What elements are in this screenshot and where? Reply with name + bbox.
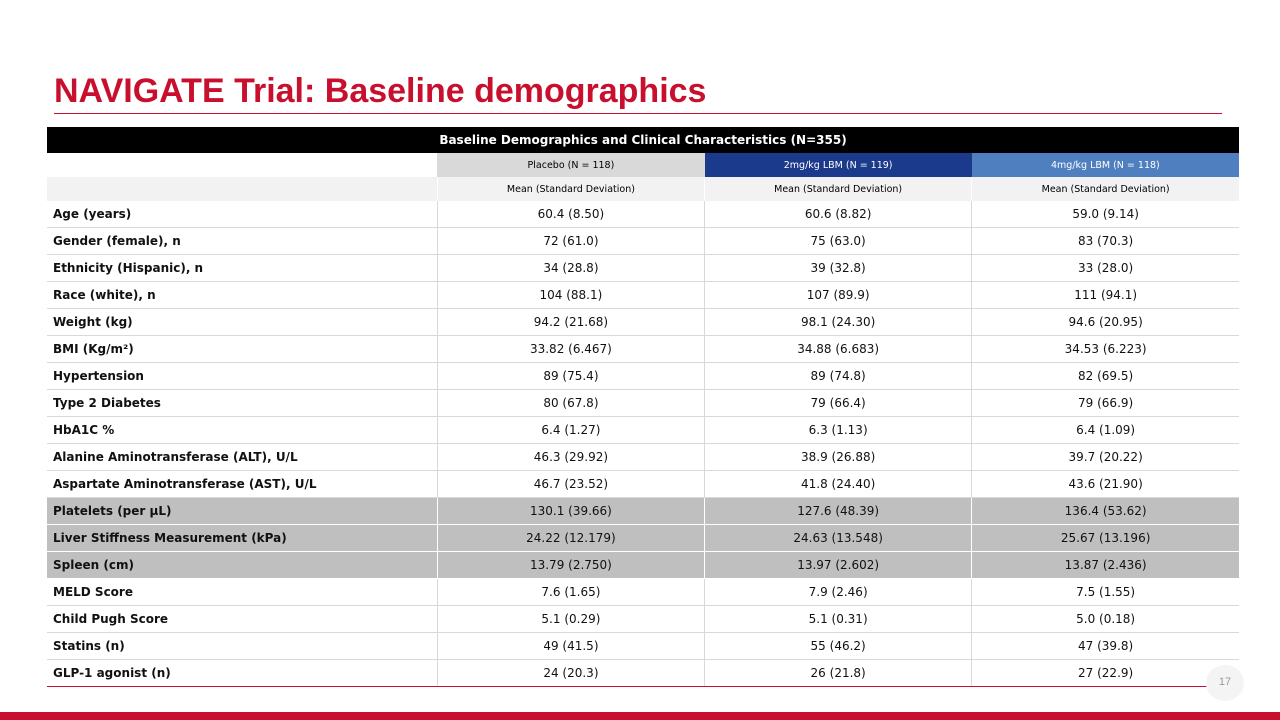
value-cell-placebo: 60.4 (8.50) [437,201,704,228]
row-label: Spleen (cm) [47,552,437,579]
table-row [47,309,1239,336]
value-cell-2mg: 127.6 (48.39) [705,498,972,525]
value-cell-placebo: 24 (20.3) [437,660,704,687]
table-row [47,660,1239,687]
value-cell-4mg: 82 (69.5) [972,363,1239,390]
row-label: Gender (female), n [47,228,437,255]
value-cell-2mg: 55 (46.2) [705,633,972,660]
value-cell-2mg: 79 (66.4) [705,390,972,417]
arm-header-4mg: 4mg/kg LBM (N = 118) [972,153,1239,177]
row-label: Statins (n) [47,633,437,660]
value-cell-placebo: 5.1 (0.29) [437,606,704,633]
stat-header-placebo: Mean (Standard Deviation) [437,177,704,201]
value-cell-4mg: 39.7 (20.22) [972,444,1239,471]
row-label: GLP-1 agonist (n) [47,660,437,687]
title-divider [54,113,1222,114]
arm-header-2mg: 2mg/kg LBM (N = 119) [705,153,972,177]
value-cell-4mg: 5.0 (0.18) [972,606,1239,633]
value-cell-2mg: 26 (21.8) [705,660,972,687]
table-row [47,525,1239,552]
value-cell-2mg: 107 (89.9) [705,282,972,309]
value-cell-2mg: 6.3 (1.13) [705,417,972,444]
row-label: Hypertension [47,363,437,390]
value-cell-2mg: 5.1 (0.31) [705,606,972,633]
value-cell-placebo: 24.22 (12.179) [437,525,704,552]
value-cell-placebo: 46.7 (23.52) [437,471,704,498]
arm-header-placebo: Placebo (N = 118) [437,153,704,177]
table-row [47,417,1239,444]
row-label: Type 2 Diabetes [47,390,437,417]
table-row [47,579,1239,606]
value-cell-4mg: 7.5 (1.55) [972,579,1239,606]
row-label: Liver Stiffness Measurement (kPa) [47,525,437,552]
row-label: Alanine Aminotransferase (ALT), U/L [47,444,437,471]
stat-header-blank [47,177,437,201]
value-cell-2mg: 41.8 (24.40) [705,471,972,498]
value-cell-2mg: 24.63 (13.548) [705,525,972,552]
value-cell-4mg: 27 (22.9) [972,660,1239,687]
row-label: BMI (Kg/m²) [47,336,437,363]
slide-title: NAVIGATE Trial: Baseline demographics [54,72,707,110]
table-row [47,363,1239,390]
row-label: Child Pugh Score [47,606,437,633]
value-cell-2mg: 34.88 (6.683) [705,336,972,363]
value-cell-2mg: 13.97 (2.602) [705,552,972,579]
row-label: Race (white), n [47,282,437,309]
arm-header-blank [47,153,437,177]
value-cell-placebo: 80 (67.8) [437,390,704,417]
table-row [47,336,1239,363]
value-cell-2mg: 38.9 (26.88) [705,444,972,471]
table-row [47,552,1239,579]
value-cell-2mg: 7.9 (2.46) [705,579,972,606]
baseline-demographics-table [47,127,1239,687]
value-cell-4mg: 83 (70.3) [972,228,1239,255]
table-row [47,498,1239,525]
value-cell-placebo: 94.2 (21.68) [437,309,704,336]
stat-header-2mg: Mean (Standard Deviation) [705,177,972,201]
value-cell-placebo: 6.4 (1.27) [437,417,704,444]
value-cell-4mg: 59.0 (9.14) [972,201,1239,228]
value-cell-4mg: 25.67 (13.196) [972,525,1239,552]
value-cell-2mg: 98.1 (24.30) [705,309,972,336]
value-cell-4mg: 13.87 (2.436) [972,552,1239,579]
row-label: Ethnicity (Hispanic), n [47,255,437,282]
value-cell-4mg: 111 (94.1) [972,282,1239,309]
table-row [47,471,1239,498]
row-label: Age (years) [47,201,437,228]
value-cell-4mg: 6.4 (1.09) [972,417,1239,444]
value-cell-4mg: 34.53 (6.223) [972,336,1239,363]
value-cell-2mg: 60.6 (8.82) [705,201,972,228]
stat-header-row [47,177,1239,201]
row-label: Aspartate Aminotransferase (AST), U/L [47,471,437,498]
value-cell-4mg: 136.4 (53.62) [972,498,1239,525]
value-cell-2mg: 75 (63.0) [705,228,972,255]
value-cell-placebo: 89 (75.4) [437,363,704,390]
row-label: HbA1C % [47,417,437,444]
value-cell-4mg: 94.6 (20.95) [972,309,1239,336]
table-row [47,606,1239,633]
table-body [47,127,1239,687]
arm-header-row [47,153,1239,177]
table-row [47,228,1239,255]
value-cell-2mg: 39 (32.8) [705,255,972,282]
value-cell-placebo: 7.6 (1.65) [437,579,704,606]
value-cell-placebo: 13.79 (2.750) [437,552,704,579]
value-cell-placebo: 46.3 (29.92) [437,444,704,471]
value-cell-4mg: 47 (39.8) [972,633,1239,660]
stat-header-4mg: Mean (Standard Deviation) [972,177,1239,201]
value-cell-placebo: 34 (28.8) [437,255,704,282]
page-number: 17 [1206,665,1244,701]
table-banner: Baseline Demographics and Clinical Characteristics (N=355) [47,127,1239,153]
table-row [47,390,1239,417]
value-cell-placebo: 130.1 (39.66) [437,498,704,525]
value-cell-4mg: 33 (28.0) [972,255,1239,282]
value-cell-4mg: 79 (66.9) [972,390,1239,417]
value-cell-4mg: 43.6 (21.90) [972,471,1239,498]
footer-bar [0,712,1280,720]
value-cell-placebo: 33.82 (6.467) [437,336,704,363]
table-row [47,633,1239,660]
table-row [47,444,1239,471]
value-cell-placebo: 104 (88.1) [437,282,704,309]
table-row [47,282,1239,309]
value-cell-placebo: 72 (61.0) [437,228,704,255]
row-label: Platelets (per µL) [47,498,437,525]
row-label: MELD Score [47,579,437,606]
table-row [47,201,1239,228]
row-label: Weight (kg) [47,309,437,336]
table-row [47,255,1239,282]
value-cell-2mg: 89 (74.8) [705,363,972,390]
value-cell-placebo: 49 (41.5) [437,633,704,660]
table-banner-row [47,127,1239,153]
